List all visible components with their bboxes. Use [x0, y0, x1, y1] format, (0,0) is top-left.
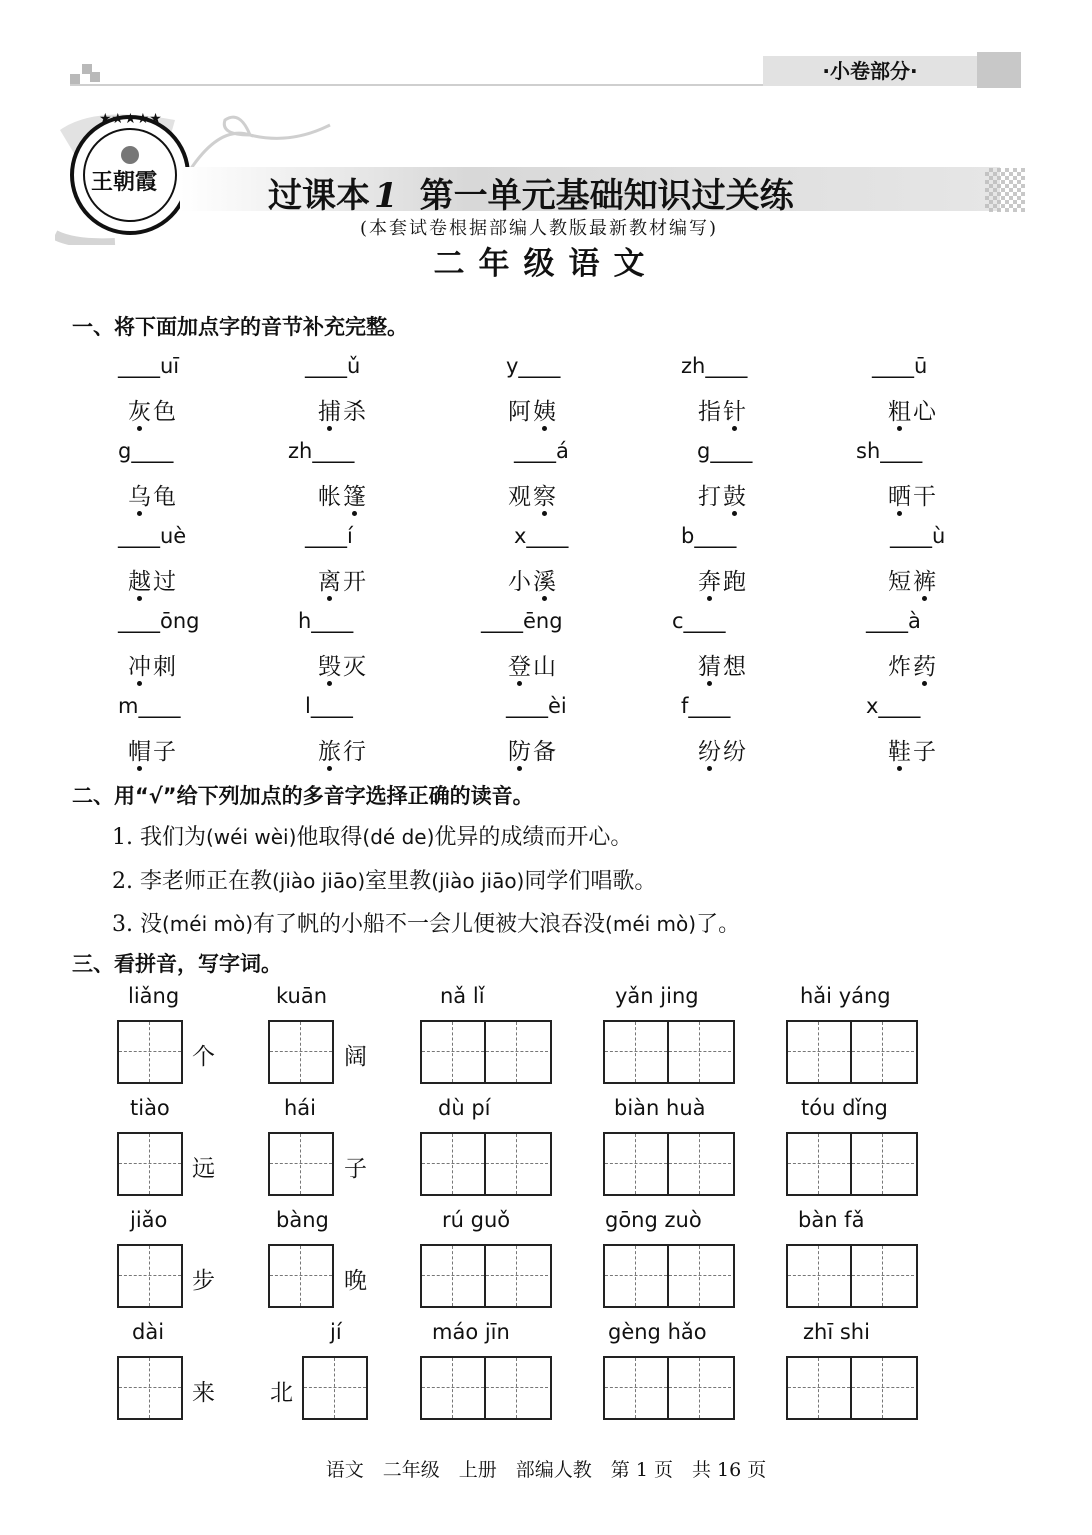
pinyin-prompt: dài: [132, 1320, 165, 1344]
writing-box-double[interactable]: [420, 1132, 552, 1196]
word-character: 步: [192, 1268, 215, 1294]
pinyin-blank[interactable]: ____uè: [118, 524, 187, 548]
dotted-word: 越过: [128, 569, 178, 595]
dotted-word: 炸药: [888, 654, 938, 680]
pinyin-prompt: máo jīn: [432, 1320, 510, 1344]
pinyin-blank[interactable]: ____á: [514, 439, 569, 463]
pinyin-blank[interactable]: b____: [681, 524, 737, 548]
dotted-word: 鞋子: [888, 739, 938, 765]
emphasis-dot: [897, 766, 902, 771]
section-1-heading: 一、将下面加点字的音节补充完整。: [72, 315, 408, 339]
sentence-text: 优异的成绩而开心。: [434, 825, 633, 850]
emphasis-dot: [137, 766, 142, 771]
section-2-heading: 二、用“√”给下列加点的多音字选择正确的读音。: [72, 784, 534, 808]
dotted-word: 纷纷: [698, 739, 748, 765]
pinyin-blank[interactable]: ____ōng: [118, 609, 200, 633]
pinyin-blank[interactable]: ____ēng: [481, 609, 563, 633]
dotted-word: 登山: [508, 654, 558, 680]
sentence-text: 3. 没: [112, 912, 162, 937]
grid-cell: [852, 1134, 914, 1194]
pinyin-blank[interactable]: x____: [866, 694, 921, 718]
pinyin-blank[interactable]: zh____: [681, 354, 748, 378]
ribbon-swirl: [180, 105, 340, 175]
grid-cell: [605, 1022, 667, 1082]
writing-box-double[interactable]: [603, 1132, 735, 1196]
grid-divider: [484, 1022, 486, 1082]
reading-options[interactable]: (jiào jiāo): [431, 869, 525, 893]
page-footer: 语文 二年级 上册 部编人教 第 1 页 共 16 页: [325, 1459, 767, 1481]
pinyin-blank[interactable]: f____: [681, 694, 731, 718]
grid-cell: [422, 1134, 484, 1194]
emphasis-dot: [897, 426, 902, 431]
pinyin-prompt: yǎn jing: [615, 984, 699, 1008]
dotted-word: 观察: [508, 484, 558, 510]
pinyin-prompt: hǎi yáng: [800, 984, 891, 1008]
emphasis-dot: [327, 426, 332, 431]
section-3-heading: 三、看拼音，写字词。: [72, 952, 282, 976]
dotted-word: 离开: [318, 569, 368, 595]
dotted-word: 冲刺: [128, 654, 178, 680]
writing-box[interactable]: [117, 1244, 183, 1308]
page-title: [268, 168, 794, 217]
grid-cell: [486, 1246, 548, 1306]
emphasis-dot: [732, 511, 737, 516]
writing-box-double[interactable]: [603, 1020, 735, 1084]
word-character: 来: [192, 1380, 215, 1406]
emphasis-dot: [137, 426, 142, 431]
grid-divider: [667, 1134, 669, 1194]
dotted-word: 晒干: [888, 484, 938, 510]
grid-cell: [605, 1358, 667, 1418]
sentence-1: [112, 820, 632, 851]
emphasis-dot: [707, 681, 712, 686]
writing-box[interactable]: [268, 1244, 334, 1308]
dotted-word: 毁灭: [318, 654, 368, 680]
writing-box-double[interactable]: [420, 1356, 552, 1420]
grid-divider: [667, 1022, 669, 1082]
emphasis-dot: [922, 681, 927, 686]
reading-options[interactable]: (méi mò): [161, 912, 254, 936]
pinyin-prompt: bàn fǎ: [798, 1208, 865, 1232]
dotted-word: 奔跑: [698, 569, 748, 595]
pinyin-prompt: tiào: [130, 1096, 170, 1120]
pinyin-blank[interactable]: ____ù: [890, 524, 946, 548]
emphasis-dot: [327, 596, 332, 601]
pinyin-blank[interactable]: ____èi: [506, 694, 567, 718]
writing-box[interactable]: [268, 1132, 334, 1196]
subtitle: (本套试卷根据部编人教版最新教材编写): [360, 218, 719, 239]
grid-cell: [486, 1022, 548, 1082]
sentence-text: 有了帆的小船不一会儿便被大浪吞没: [253, 912, 606, 937]
reading-options[interactable]: (méi mò): [605, 912, 697, 936]
grid-cell: [669, 1022, 731, 1082]
grid-divider: [850, 1358, 852, 1418]
pinyin-blank[interactable]: y____: [506, 354, 561, 378]
writing-box-double[interactable]: [786, 1132, 918, 1196]
pinyin-prompt: rú guǒ: [442, 1208, 511, 1232]
writing-box[interactable]: [302, 1356, 368, 1420]
dotted-word: 猜想: [698, 654, 748, 680]
emphasis-dot: [327, 681, 332, 686]
grid-divider: [484, 1246, 486, 1306]
pinyin-prompt: tóu dǐng: [801, 1096, 888, 1120]
emphasis-dot: [542, 426, 547, 431]
pinyin-prompt: jí: [330, 1320, 342, 1344]
emphasis-dot: [352, 511, 357, 516]
dotted-word: 打鼓: [698, 484, 748, 510]
dotted-word: 短裤: [888, 569, 938, 595]
sentence-text: 了。: [696, 912, 741, 937]
writing-box-double[interactable]: [420, 1244, 552, 1308]
reading-options[interactable]: (jiào jiāo): [271, 869, 366, 893]
pinyin-blank[interactable]: ____í: [305, 524, 353, 548]
grade-subject: 二年级语文: [433, 246, 659, 282]
dotted-word: 捕杀: [318, 399, 368, 425]
grid-cell: [669, 1246, 731, 1306]
grid-cell: [486, 1134, 548, 1194]
writing-box-double[interactable]: [786, 1020, 918, 1084]
pinyin-blank[interactable]: l____: [305, 694, 353, 718]
grid-divider: [484, 1358, 486, 1418]
pinyin-prompt: gèng hǎo: [608, 1320, 707, 1344]
grid-divider: [850, 1134, 852, 1194]
grid-cell: [788, 1358, 850, 1418]
word-character: 北: [270, 1380, 293, 1406]
writing-box-double[interactable]: [603, 1244, 735, 1308]
grid-divider: [667, 1246, 669, 1306]
word-character: 阔: [344, 1044, 367, 1070]
emphasis-dot: [707, 766, 712, 771]
emphasis-dot: [137, 681, 142, 686]
sentence-text: 他取得: [296, 825, 363, 850]
pinyin-blank[interactable]: zh____: [288, 439, 355, 463]
pinyin-prompt: nǎ lǐ: [440, 984, 485, 1008]
grid-cell: [605, 1134, 667, 1194]
grid-cell: [422, 1358, 484, 1418]
pinyin-blank[interactable]: m____: [118, 694, 181, 718]
grid-cell: [605, 1246, 667, 1306]
logo-text: 王朝霞: [91, 169, 158, 195]
tag-block: [977, 52, 1021, 88]
emphasis-dot: [542, 511, 547, 516]
word-character: 个: [192, 1044, 215, 1070]
grid-cell: [119, 1134, 181, 1194]
sentence-2: [112, 864, 656, 895]
pinyin-blank[interactable]: x____: [514, 524, 569, 548]
dotted-word: 乌龟: [128, 484, 178, 510]
grid-cell: [788, 1246, 850, 1306]
grid-cell: [669, 1134, 731, 1194]
pinyin-prompt: hái: [284, 1096, 317, 1120]
writing-box-double[interactable]: [603, 1356, 735, 1420]
section-tag: ·小卷部分·: [763, 56, 977, 86]
emphasis-dot: [517, 766, 522, 771]
emphasis-dot: [137, 596, 142, 601]
dotted-word: 帐篷: [318, 484, 368, 510]
grid-cell: [669, 1358, 731, 1418]
sentence-text: 1. 我们为: [112, 825, 206, 850]
grid-cell: [788, 1134, 850, 1194]
reading-options[interactable]: (wéi wèi): [205, 825, 297, 849]
grid-cell: [119, 1022, 181, 1082]
pinyin-prompt: gōng zuò: [605, 1208, 702, 1232]
dotted-word: 粗心: [888, 399, 938, 425]
dotted-word: 阿姨: [508, 399, 558, 425]
pinyin-blank[interactable]: ____uī: [118, 354, 180, 378]
emphasis-dot: [707, 596, 712, 601]
emphasis-dot: [897, 511, 902, 516]
dotted-word: 防备: [508, 739, 558, 765]
sentence-text: 同学们唱歌。: [524, 869, 657, 894]
checker-decoration: [985, 168, 1025, 212]
emphasis-dot: [517, 681, 522, 686]
grid-cell: [422, 1246, 484, 1306]
writing-box[interactable]: [117, 1356, 183, 1420]
pinyin-prompt: jiǎo: [130, 1208, 168, 1232]
pinyin-prompt: bàng: [276, 1208, 329, 1232]
grid-divider: [850, 1022, 852, 1082]
grid-divider: [667, 1358, 669, 1418]
grid-cell: [304, 1358, 366, 1418]
pinyin-prompt: zhī shi: [803, 1320, 870, 1344]
grid-cell: [486, 1358, 548, 1418]
dotted-word: 帽子: [128, 739, 178, 765]
title-number: 1: [374, 176, 398, 216]
reading-options[interactable]: (dé de): [362, 825, 435, 849]
emphasis-dot: [732, 426, 737, 431]
grid-cell: [270, 1134, 332, 1194]
pinyin-blank[interactable]: h____: [298, 609, 354, 633]
sentence-3: [112, 907, 740, 938]
title-prefix: 过课本: [268, 176, 370, 216]
pinyin-blank[interactable]: ____ǔ: [305, 354, 361, 378]
grid-cell: [270, 1246, 332, 1306]
grid-cell: [119, 1358, 181, 1418]
grid-divider: [850, 1246, 852, 1306]
grid-cell: [852, 1246, 914, 1306]
grid-cell: [270, 1022, 332, 1082]
grid-cell: [852, 1358, 914, 1418]
writing-box[interactable]: [117, 1132, 183, 1196]
pinyin-prompt: biàn huà: [614, 1096, 706, 1120]
writing-box-double[interactable]: [786, 1244, 918, 1308]
dotted-word: 指针: [698, 399, 748, 425]
emphasis-dot: [327, 766, 332, 771]
dotted-word: 小溪: [508, 569, 558, 595]
writing-box-double[interactable]: [786, 1356, 918, 1420]
pinyin-blank[interactable]: sh____: [856, 439, 923, 463]
pinyin-prompt: liǎng: [128, 984, 180, 1008]
pinyin-blank[interactable]: g____: [118, 439, 174, 463]
grid-cell: [422, 1022, 484, 1082]
word-character: 晚: [344, 1268, 367, 1294]
dotted-word: 旅行: [318, 739, 368, 765]
grid-cell: [119, 1246, 181, 1306]
sentence-text: 2. 李老师正在教: [112, 869, 272, 894]
word-character: 远: [192, 1156, 215, 1182]
pinyin-blank[interactable]: ____ū: [872, 354, 928, 378]
pinyin-blank[interactable]: ____à: [866, 609, 921, 633]
grid-cell: [788, 1022, 850, 1082]
pinyin-prompt: dù pí: [438, 1096, 491, 1120]
grid-divider: [484, 1134, 486, 1194]
writing-box[interactable]: [117, 1020, 183, 1084]
word-character: 子: [344, 1156, 367, 1182]
writing-box[interactable]: [268, 1020, 334, 1084]
sentence-text: 室里教: [365, 869, 432, 894]
dotted-word: 灰色: [128, 399, 178, 425]
svg-text:★★★★★: ★★★★★: [99, 111, 162, 127]
writing-box-double[interactable]: [420, 1020, 552, 1084]
title-main: 第一单元基础知识过关练: [419, 176, 794, 216]
pinyin-blank[interactable]: c____: [672, 609, 726, 633]
emphasis-dot: [137, 511, 142, 516]
pinyin-blank[interactable]: g____: [697, 439, 753, 463]
emphasis-dot: [542, 596, 547, 601]
emphasis-dot: [922, 596, 927, 601]
pinyin-prompt: kuān: [276, 984, 328, 1008]
grid-cell: [852, 1022, 914, 1082]
